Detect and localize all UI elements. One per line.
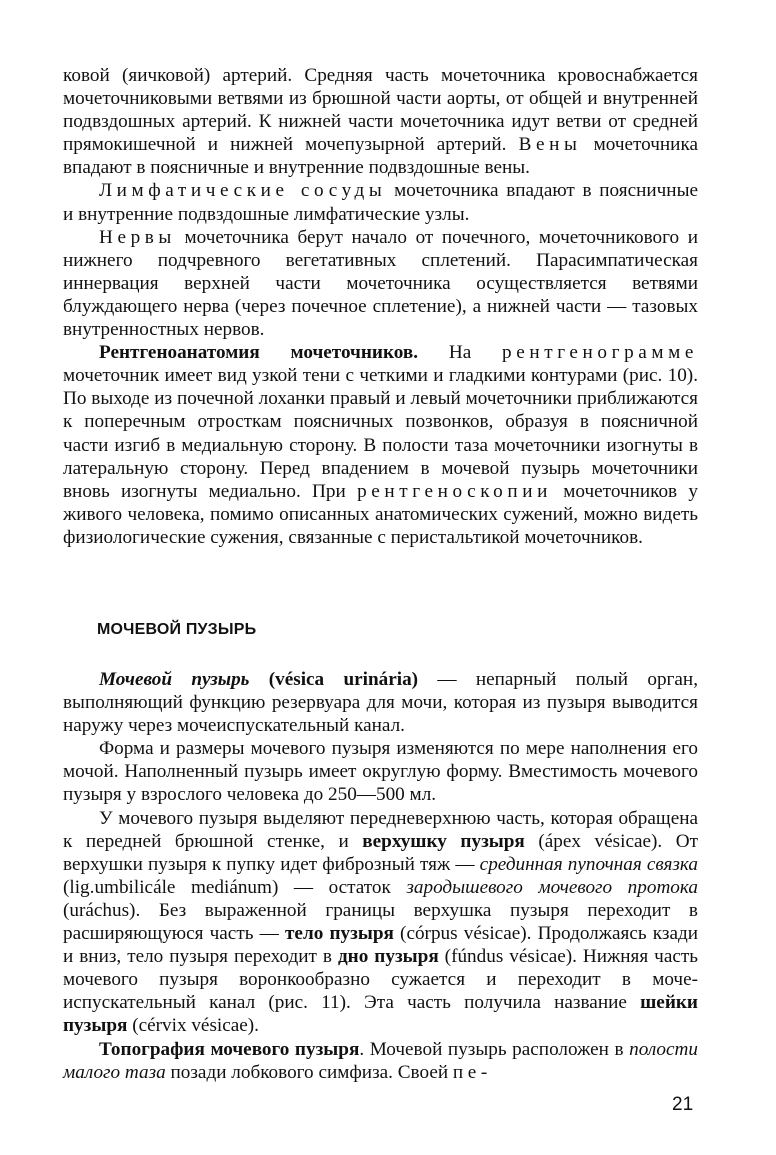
text-run: Вены bbox=[518, 134, 582, 156]
paragraph-ureter-lymphatics bbox=[63, 179, 698, 225]
paragraph-ureter-blood-supply bbox=[63, 64, 698, 179]
text-run: Мочевой пузырь bbox=[99, 669, 250, 690]
text-run: (lig.umbilicále mediánum) — остаток bbox=[63, 876, 407, 898]
text-run: Форма и размеры мочевого пузыря изменяются по мере наполнения его мочой. Наполненный пузырь имеет округлую форму. Вместимость мочевого пузыря у взрослого человека до 250—500 мл. bbox=[63, 738, 698, 806]
section-heading: МОЧЕВОЙ ПУЗЫРЬ bbox=[97, 621, 257, 638]
paragraph-bladder-parts bbox=[63, 807, 698, 1038]
text-run: У мочевого пузыря выделяют передневерхнюю часть, которая обращена к передней брюшной стенке, и bbox=[63, 807, 698, 852]
paragraph-bladder-shape bbox=[63, 737, 698, 806]
text-run: (fúndus vésicae). Нижняя часть мочевого пузыря воронкообразно сужается и переходит в мочеиспускательный канал (рис. 11). Эта часть получила название bbox=[63, 946, 699, 1014]
text-run: дно пузыря bbox=[337, 946, 439, 968]
text-run: мочеточника берут начало от почечного, мочеточникового и нижнего подчревного вегетативных сплетений. Парасимпатическая иннервация верхней части мочеточника осуществляется ветвями блуждающего нерва (через почечное сплетение), а нижней части — тазовых внутренностных нервов. bbox=[63, 226, 698, 341]
text-run: . Мочевой пузырь расположен в bbox=[359, 1038, 630, 1060]
text-run: (uráchus). Без выраженной границы верхушка пузыря переходит в расширяющуюся часть — bbox=[63, 899, 698, 945]
paragraph-ureter-radiology bbox=[63, 341, 698, 549]
paragraph-bladder-topography bbox=[63, 1038, 698, 1084]
text-run: полости малого таза bbox=[63, 1038, 698, 1083]
text-run: На bbox=[418, 342, 503, 364]
text-run: (córpus vésicae). Продолжаясь кзади и вниз, тело пузыря переходит в bbox=[63, 923, 698, 968]
text-run: Лимфатические сосуды bbox=[99, 180, 387, 202]
page-number: 21 bbox=[672, 1094, 694, 1115]
ureter-text-block bbox=[63, 64, 698, 549]
paragraph-ureter-nerves bbox=[63, 226, 698, 341]
paragraph-bladder-definition bbox=[63, 668, 698, 737]
text-run: рентгенограмме bbox=[502, 342, 698, 364]
text-run: зародышевого мочевого протока bbox=[406, 876, 698, 898]
text-run: мочеточников у живого человека, помимо описанных анатомических сужений, можно видеть физиологические сужения, связанные с перистальтикой мочеточников. bbox=[63, 480, 698, 548]
text-run: шейки пузыря bbox=[63, 992, 698, 1037]
text-run: пе- bbox=[452, 1061, 492, 1083]
text-run: Рентгеноанатомия мочеточников. bbox=[99, 342, 419, 364]
text-run: мочеточника впадают в поясничные и внутренние подвздошные лимфатические узлы. bbox=[63, 180, 698, 225]
text-run: (ápex vésicae). От верхушки пузыря к пупку идет фиброзный тяж — bbox=[63, 830, 698, 875]
text-run: ковой (яичковой) артерий. Средняя часть мочеточника кровоснабжается мочеточниковыми ветвями из брюшной части аорты, от общей и внутренней подвздошных артерий. К нижней части мочеточника идут ветви от средней прямокишечной и нижней мочепузырной артерий. bbox=[63, 65, 698, 156]
text-run: Топография мочевого пузыря bbox=[99, 1038, 360, 1060]
text-run: — непарный полый орган, выполняющий функцию резервуара для мочи, которая из пузыря выводится наружу через мочеиспускательный канал. bbox=[63, 669, 698, 737]
text-run: Нервы bbox=[99, 226, 176, 248]
text-run: тело пузыря bbox=[285, 923, 394, 945]
text-run: мочеточник имеет вид узкой тени с четкими и гладкими контурами (рис. 10). По выходе из почечной лоханки правый и левый мочеточники приближаются к поперечным отросткам поясничных позвонков, образуя в поясничной части изгиб в медиальную сторону. В полости таза мочеточники изогнуты в латеральную сторону. Перед впадением в мочевой пузырь мочеточники вновь изогнуты медиально. При bbox=[63, 365, 698, 502]
text-run: мочеточника впадают в поясничные и внутренние подвздошные вены. bbox=[63, 134, 698, 179]
text-run: (cérvix vésicae). bbox=[127, 1015, 259, 1037]
text-run: позади лобкового симфиза. Своей bbox=[165, 1061, 453, 1083]
text-run: срединная пупочная связка bbox=[479, 853, 698, 875]
bladder-text-block bbox=[63, 668, 698, 1084]
text-run: верхушку пузыря bbox=[362, 830, 525, 852]
text-run: рентгеноскопии bbox=[357, 480, 552, 502]
text-run: (vésica urinária) bbox=[249, 669, 419, 690]
